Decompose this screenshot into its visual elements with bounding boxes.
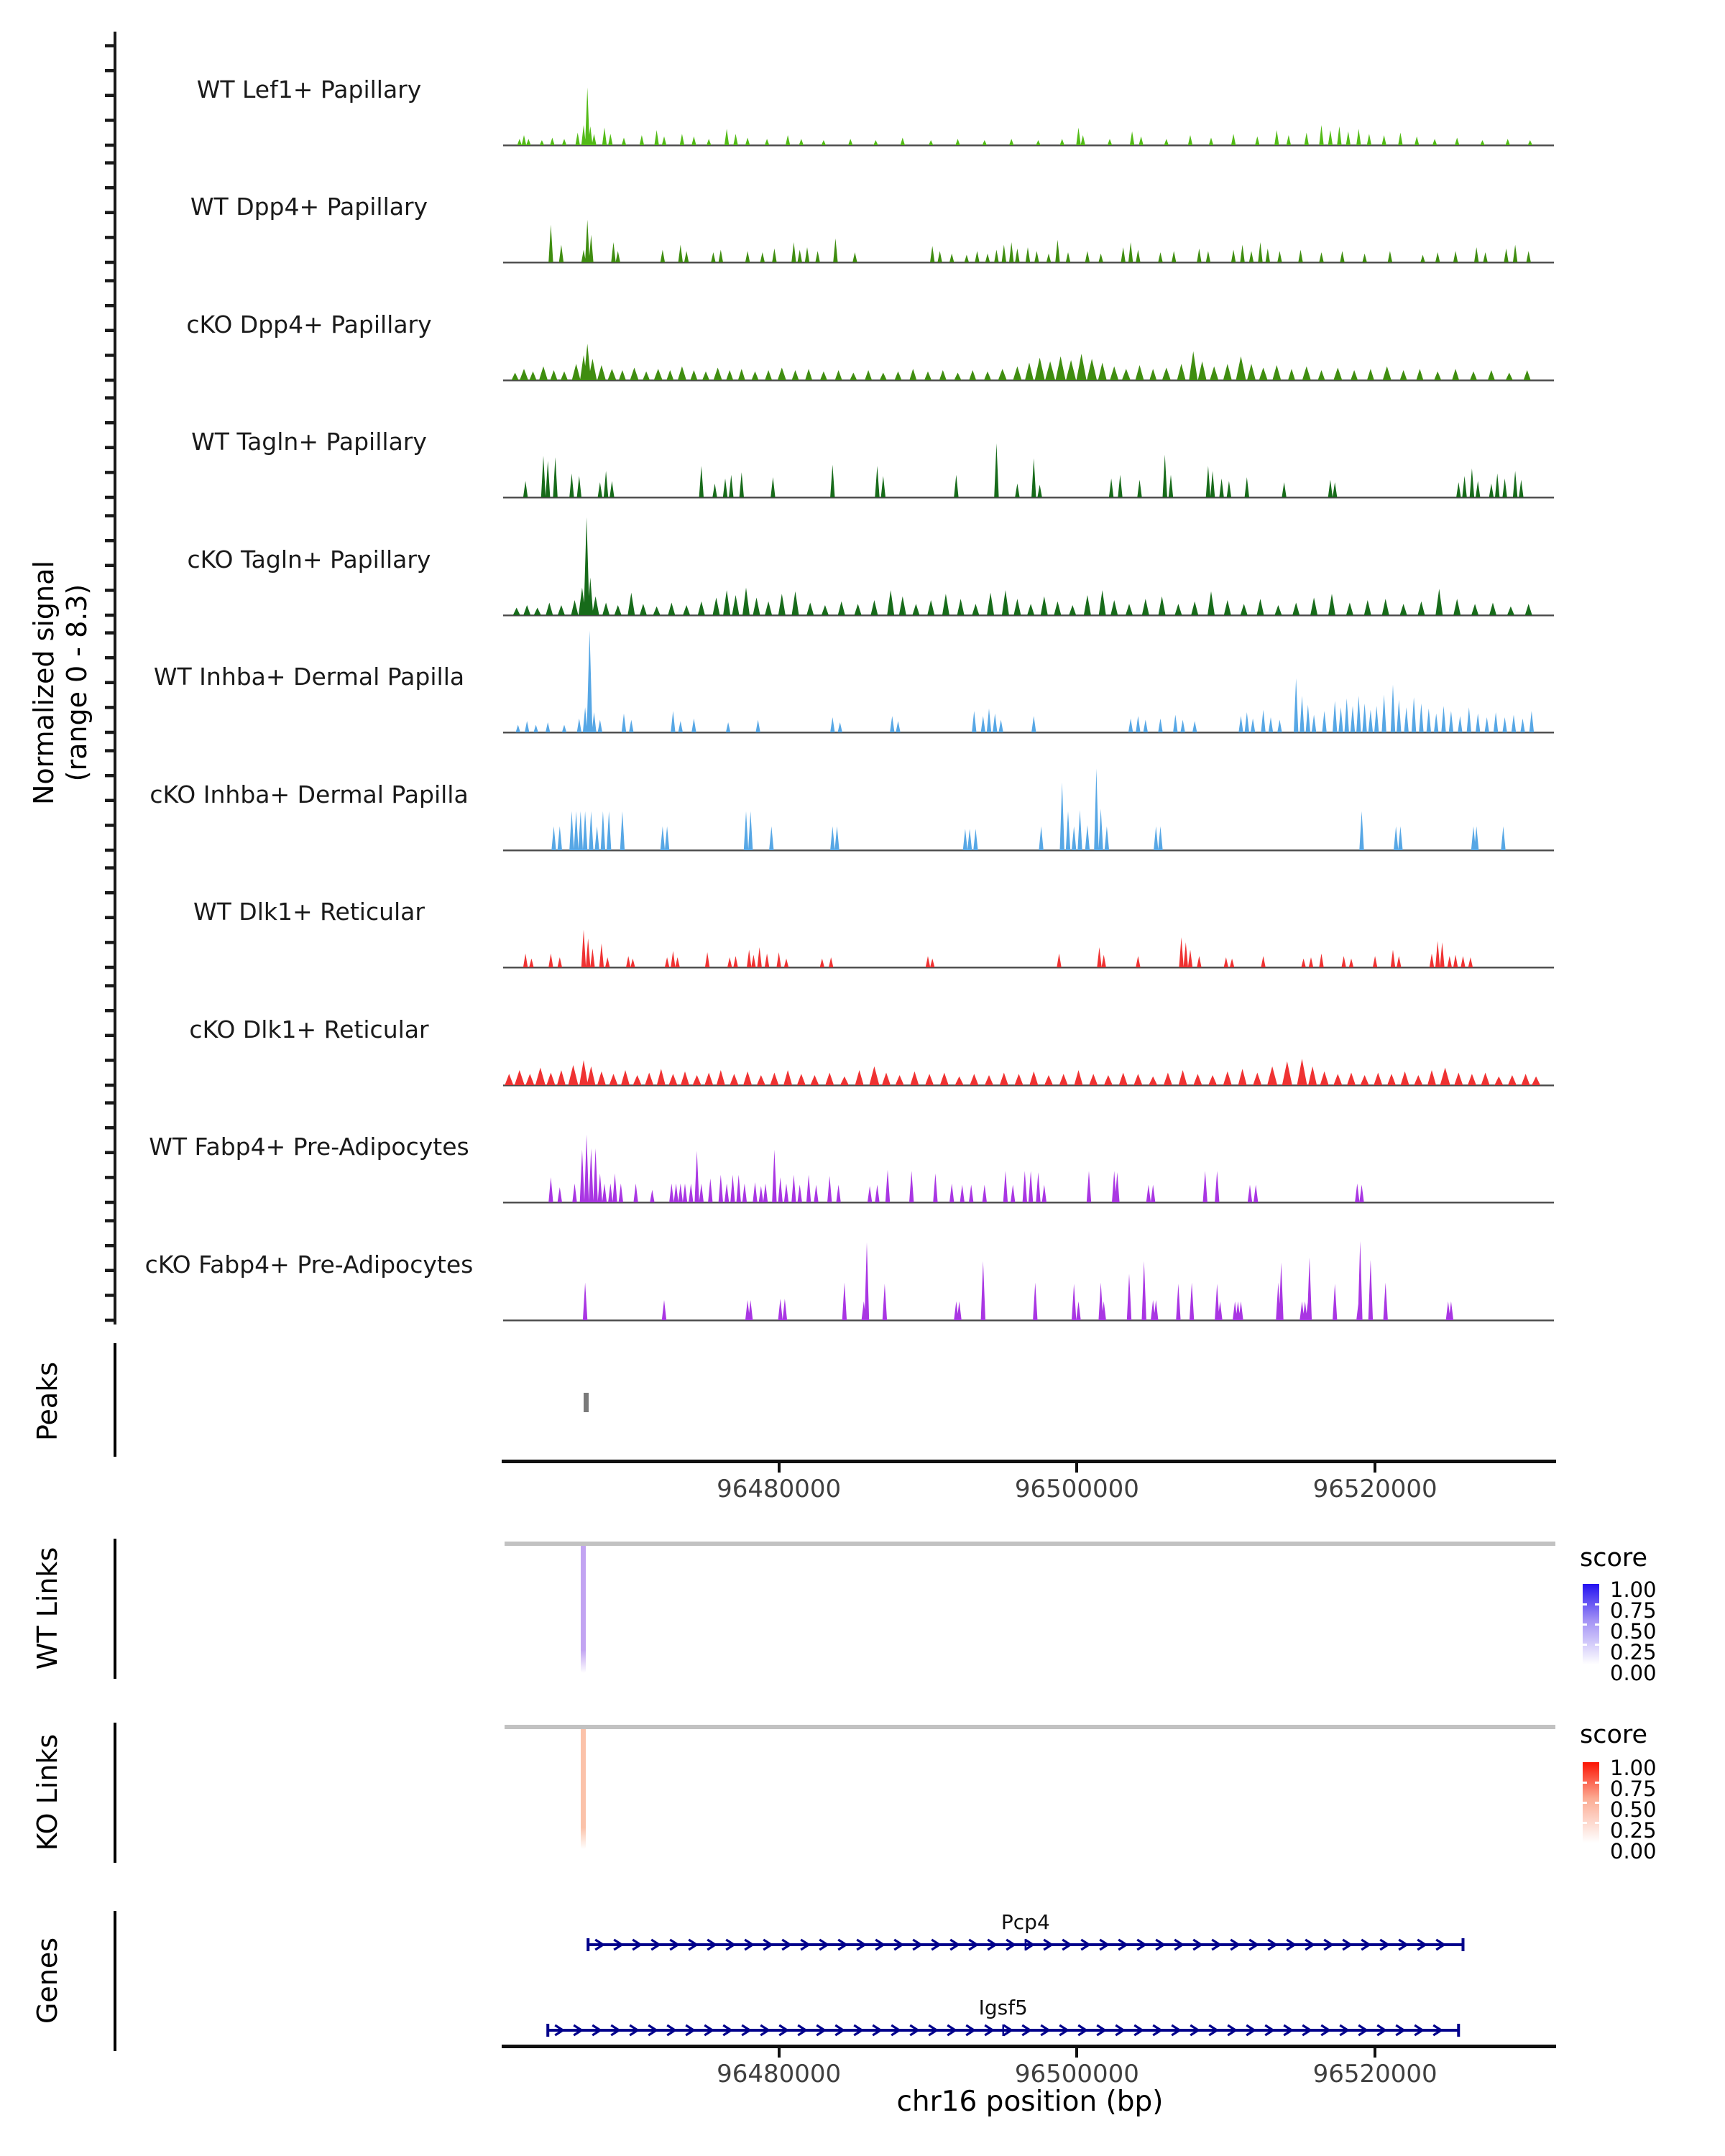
- coverage-signal: [523, 443, 1524, 497]
- track-label: cKO Dpp4+ Papillary: [186, 310, 432, 338]
- coverage-signal: [512, 344, 1531, 380]
- coverage-track-svg: [503, 507, 1554, 617]
- coverage-track-svg: [503, 1212, 1554, 1322]
- coverage-signal: [516, 631, 1535, 733]
- ko-links-section-label: KO Links: [32, 1733, 63, 1851]
- y-axis-label-line1: Normalized signal: [28, 561, 60, 805]
- legend_ko-bar-notch: [1595, 1822, 1599, 1824]
- peaks-section-label: Peaks: [32, 1361, 63, 1442]
- coverage-track-svg: [503, 154, 1554, 264]
- genome-axis-tick-label: 96520000: [1312, 2060, 1438, 2088]
- wt-links-section-bracket: [114, 1539, 116, 1679]
- legend_wt-tick-label: 0.75: [1610, 1598, 1657, 1623]
- legend_wt-tick-label: 1.00: [1610, 1577, 1657, 1602]
- y-axis-label-line2: (range 0 - 8.3): [61, 584, 93, 782]
- track-label: WT Lef1+ Papillary: [196, 75, 422, 103]
- track-label: WT Inhba+ Dermal Papilla: [153, 662, 465, 691]
- legend_ko-bar-notch: [1583, 1782, 1587, 1784]
- legend_ko-tick-label: 0.75: [1610, 1777, 1657, 1801]
- coverage-signal: [518, 88, 1532, 145]
- legend_ko-tick-label: 0.25: [1610, 1818, 1657, 1843]
- legend_wt-tick-labels: [1610, 1577, 1657, 1685]
- legend_wt-bar-notch: [1583, 1603, 1587, 1606]
- genome-axis-tick-label: 96520000: [1312, 1475, 1438, 1503]
- wt-links-baseline: [505, 1542, 1555, 1546]
- genome-axis-tick-label: 96480000: [717, 2060, 842, 2088]
- legend_ko-bar-notch: [1583, 1802, 1587, 1804]
- genes-section-bracket: [114, 1911, 116, 2051]
- genome-axis-tick-label: 96500000: [1014, 2060, 1139, 2088]
- genome-axis-tick: [1075, 1463, 1078, 1473]
- legend_ko-bar-notch: [1595, 1802, 1599, 1804]
- genome-axis-tick: [1374, 2048, 1376, 2058]
- legend_wt-tick-label: 0.50: [1610, 1619, 1657, 1644]
- coverage-signal: [523, 930, 1473, 967]
- coverage-signal: [551, 768, 1505, 850]
- genome-axis-tick: [1075, 2048, 1078, 2058]
- gene-label: Igsf5: [978, 1996, 1028, 2019]
- legend_ko-tick-label: 0.50: [1610, 1797, 1657, 1822]
- wt-links-section-label: WT Links: [32, 1547, 63, 1670]
- ko-links-section-bracket: [114, 1723, 116, 1863]
- legend_ko-bar-notch: [1595, 1782, 1599, 1784]
- coverage-track-svg: [503, 1094, 1554, 1204]
- wt-link-line: [581, 1546, 586, 1673]
- coverage-track-svg: [503, 624, 1554, 734]
- genome-axis-tick: [778, 1463, 781, 1473]
- coverage-track-svg: [503, 272, 1554, 382]
- x-axis-title: chr16 position (bp): [896, 2086, 1164, 2118]
- genome-axis-tick-label: 96480000: [717, 1475, 842, 1503]
- coverage-signal: [513, 517, 1532, 615]
- coverage-track-svg: [503, 389, 1554, 499]
- legend_ko-title: score: [1580, 1720, 1648, 1749]
- track-label: WT Fabp4+ Pre-Adipocytes: [149, 1132, 469, 1161]
- track-label: cKO Dlk1+ Reticular: [189, 1015, 429, 1044]
- coverage-track-svg: [503, 742, 1554, 852]
- track-label: cKO Inhba+ Dermal Papilla: [150, 780, 469, 808]
- genome-axis-tick: [1374, 1463, 1376, 1473]
- peak-interval: [584, 1393, 589, 1412]
- legend_wt-bar-notch: [1595, 1644, 1599, 1646]
- coverage-track-svg: [503, 859, 1554, 969]
- coverage-signal: [583, 1241, 1453, 1320]
- legend_ko-tick-labels: [1610, 1756, 1657, 1864]
- track-label: WT Dpp4+ Papillary: [190, 192, 428, 221]
- coverage-track-svg: [503, 977, 1554, 1087]
- ko-links-baseline: [505, 1725, 1555, 1729]
- legend_ko-bar-notch: [1583, 1822, 1587, 1824]
- legend_wt-tick-label: 0.25: [1610, 1640, 1657, 1664]
- track-label: cKO Fabp4+ Pre-Adipocytes: [144, 1250, 474, 1279]
- y-axis-label: [27, 561, 93, 805]
- legend_wt-title: score: [1580, 1544, 1648, 1572]
- genome-axis-tick-label: 96500000: [1014, 1475, 1139, 1503]
- coverage-signal: [548, 1135, 1364, 1202]
- genes-section-label: Genes: [32, 1937, 63, 2024]
- coverage-signal: [505, 1059, 1540, 1085]
- genome-axis-tick: [778, 2048, 781, 2058]
- gene-label: Pcp4: [1000, 1910, 1050, 1934]
- peaks-section-bracket: [114, 1343, 116, 1457]
- coverage-track-svg: [503, 37, 1554, 147]
- ko-link-line: [581, 1729, 586, 1849]
- legend_ko-tick-label: 1.00: [1610, 1756, 1657, 1780]
- genome-axis-line: [502, 1460, 1556, 1463]
- coverage-signal: [548, 220, 1531, 262]
- track-label: WT Dlk1+ Reticular: [193, 897, 425, 926]
- legend_wt-bar-notch: [1583, 1623, 1587, 1626]
- legend_wt-bar-notch: [1595, 1623, 1599, 1626]
- track-label: cKO Tagln+ Papillary: [187, 545, 431, 573]
- legend_wt-tick-label: 0.00: [1610, 1661, 1657, 1685]
- legend_ko-tick-label: 0.00: [1610, 1839, 1657, 1864]
- legend_wt-bar-notch: [1595, 1603, 1599, 1606]
- track-label: WT Tagln+ Papillary: [191, 427, 427, 456]
- legend_wt-bar-notch: [1583, 1644, 1587, 1646]
